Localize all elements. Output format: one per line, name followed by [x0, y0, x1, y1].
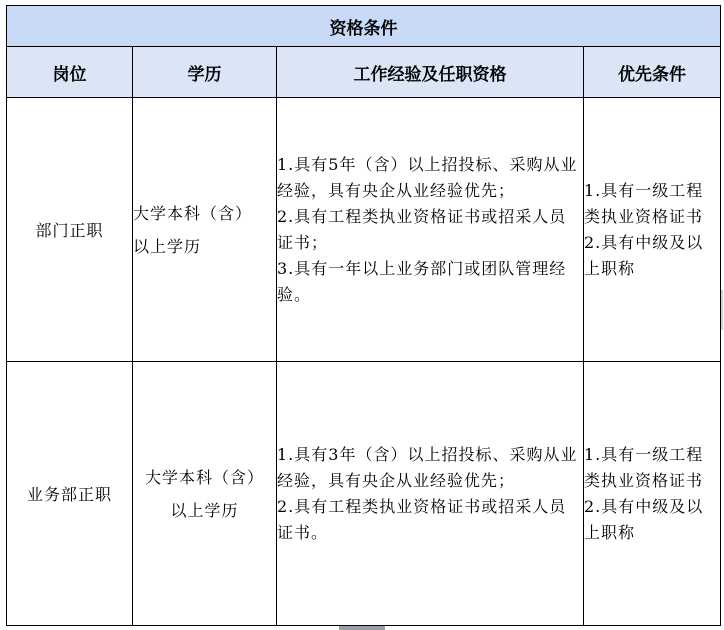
education-line: 大学本科（含） [133, 203, 253, 223]
header-priority: 优先条件 [584, 47, 721, 98]
header-experience: 工作经验及任职资格 [277, 47, 584, 98]
experience-cell [277, 98, 584, 362]
education-cell [133, 98, 277, 362]
edge-mark [721, 290, 723, 330]
priority-cell [584, 362, 721, 626]
education-line: 大学本科（含） [144, 467, 264, 487]
education-line: 以上学历 [170, 500, 239, 520]
priority-text: 1.具有一级工程类执业资格证书 2.具有中级及以上职称 [584, 444, 704, 542]
priority-cell [584, 98, 721, 362]
table-header-row [7, 47, 721, 98]
qualification-table [6, 5, 721, 626]
position-cell: 部门正职 [7, 98, 133, 362]
education-line: 以上学历 [133, 236, 202, 256]
header-position: 岗位 [7, 47, 133, 98]
table-title: 资格条件 [7, 6, 721, 47]
experience-text: 1.具有3年（含）以上招投标、采购从业经验，具有央企从业经验优先； 2.具有工程类执业资格证书或招采人员证书。 [277, 444, 578, 542]
table-row [7, 362, 721, 626]
table-row [7, 98, 721, 362]
priority-text: 1.具有一级工程类执业资格证书 2.具有中级及以上职称 [584, 180, 704, 278]
header-education: 学历 [133, 47, 277, 98]
scroll-marker [339, 626, 385, 630]
position-cell: 业务部正职 [7, 362, 133, 626]
education-cell [133, 362, 277, 626]
experience-cell [277, 362, 584, 626]
experience-text: 1.具有5年（含）以上招投标、采购从业经验，具有央企从业经验优先； 2.具有工程类执业资格证书或招采人员证书； 3.具有一年以上业务部门或团队管理经验。 [277, 154, 578, 304]
